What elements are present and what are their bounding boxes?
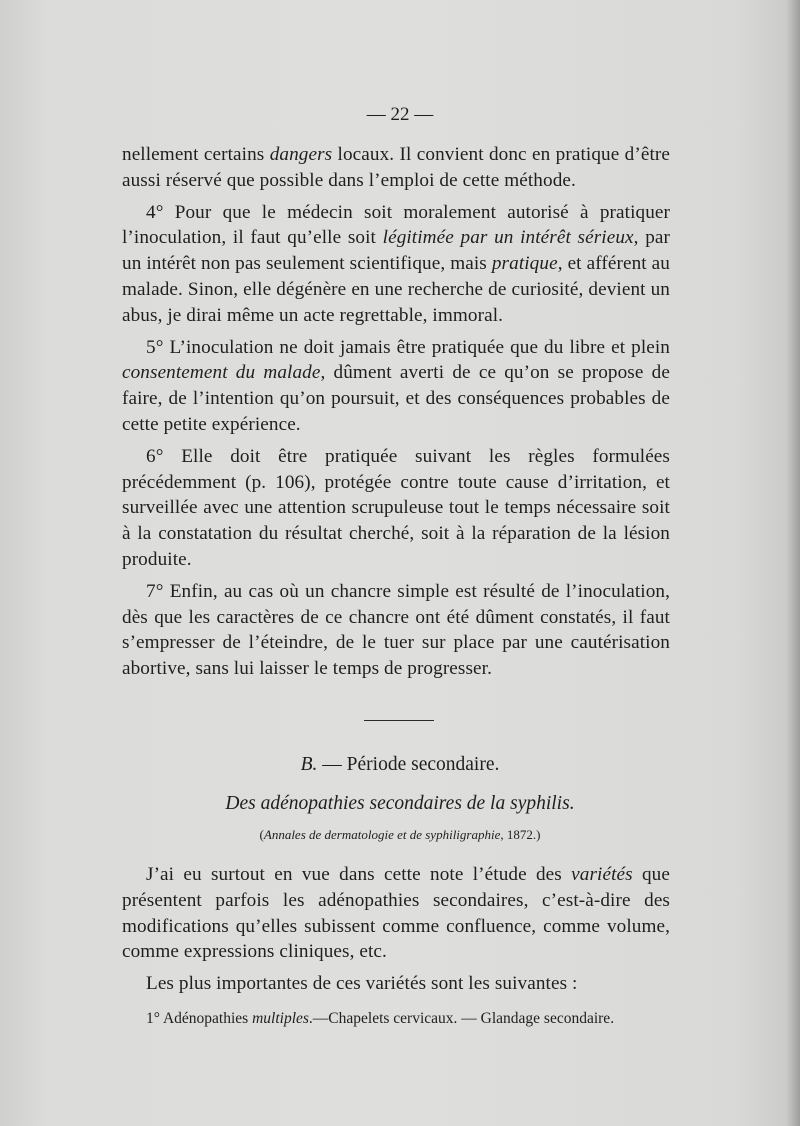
main-text xyxy=(122,142,670,688)
section-heading: B. — Période secondaire. xyxy=(300,754,500,775)
section-source: (Annales de dermatologie et de syphiligraphie, 1872.) xyxy=(259,827,541,842)
paragraph-point-6: 6° Elle doit être pratiquée suivant les règles formulées précédemment (p. 106), protégée contre toute cause d’irritation, et surveillée avec une attention scrupuleuse tout le temps nécessaire soit à la constatation du résultat cherché, soit à la réparation de la lésion produite. xyxy=(122,445,670,570)
section-divider xyxy=(364,720,434,721)
paragraph-varieties: Les plus importantes de ces variétés sont les suivantes : xyxy=(146,973,578,995)
paragraph-intro: J’ai eu surtout en vue dans cette note l’étude des variétés que présentent parfois les adénopathies secondaires, c’est-à-dire des modifications qu’elles subissent comme confluence, comme volume, comme expressions cliniques, etc. xyxy=(122,864,670,963)
list-item-1: 1° Adénopathies multiples.—Chapelets cervicaux. — Glandage secondaire. xyxy=(146,1010,615,1027)
section-body xyxy=(122,862,670,1003)
paragraph-point-5: 5° L’inoculation ne doit jamais être pratiquée que du libre et plein consentement du malade, dûment averti de ce qu’on se propose de faire, de l’intention qu’on poursuit, et des conséquences probables de cette petite expérience. xyxy=(122,336,670,435)
paragraph-continuation: nellement certains dangers locaux. Il convient donc en pratique d’être aussi réservé que possible dans l’emploi de cette méthode. xyxy=(122,144,670,191)
section-subtitle: Des adénopathies secondaires de la syphilis. xyxy=(225,793,575,814)
paragraph-point-4: 4° Pour que le médecin soit moralement autorisé à pratiquer l’inoculation, il faut qu’elle soit légitimée par un intérêt sérieux, par un intérêt non pas seulement scientifique, mais pratique, et afférent au malade. Sinon, elle dégénère en une recherche de curiosité, devient un abus, je dirai même un acte regrettable, immoral. xyxy=(122,201,671,326)
paragraph-point-7: 7° Enfin, au cas où un chancre simple est résulté de l’inoculation, dès que les caractères de ce chancre ont été dûment constatés, il faut s’empresser de l’éteindre, de le tuer sur place par une cautérisation abortive, sans lui laisser le temps de progresser. xyxy=(122,580,670,680)
page-number: — 22 — xyxy=(366,104,434,125)
page-edge-shadow xyxy=(786,0,800,1126)
